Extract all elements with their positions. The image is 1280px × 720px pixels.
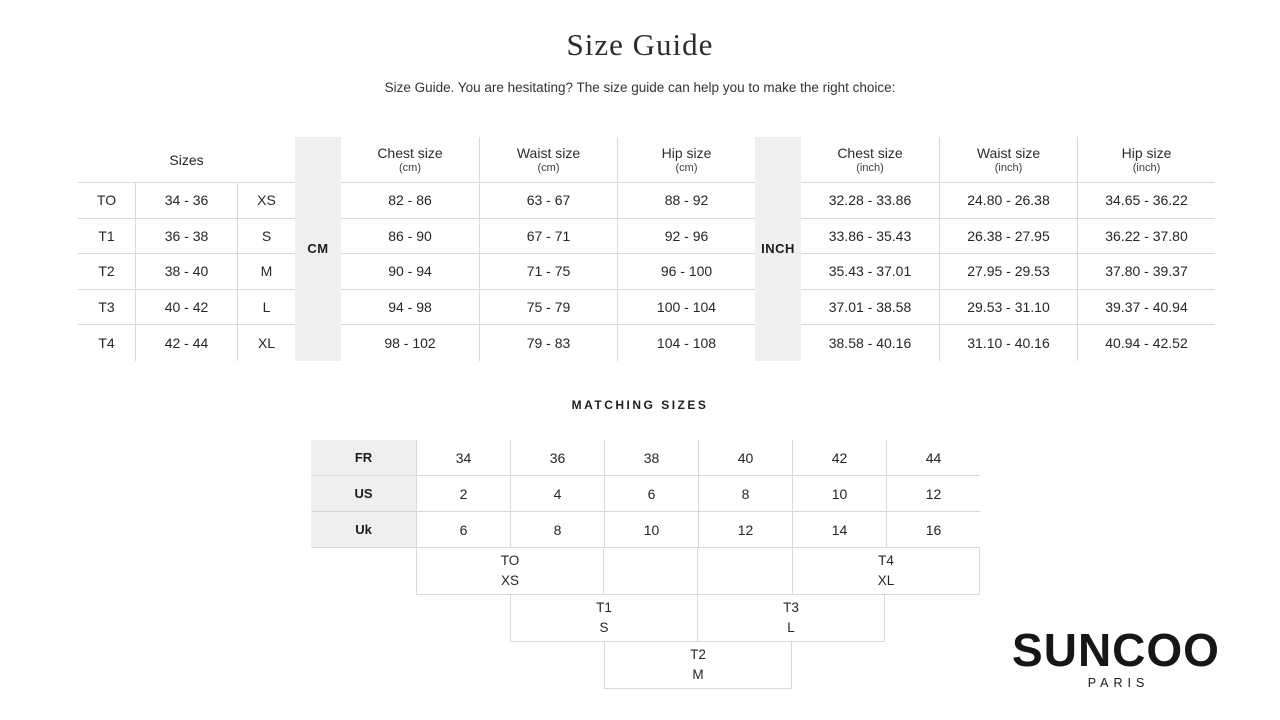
column-header-title: Hip size <box>1121 145 1172 161</box>
size-table-cell: 31.10 - 40.16 <box>939 325 1077 361</box>
brand-logo-city: PARIS <box>1087 676 1150 690</box>
column-header <box>341 137 479 183</box>
size-table-cell: 75 - 79 <box>479 290 617 326</box>
size-table-cell: L <box>237 290 295 326</box>
match-size-cell: 16 <box>886 512 980 548</box>
match-size-cell: 36 <box>510 440 604 476</box>
match-size-cell: 8 <box>510 512 604 548</box>
size-table-cell: T2 <box>78 254 135 290</box>
size-table-cell: 26.38 - 27.95 <box>939 219 1077 255</box>
column-header-unit: (inch) <box>994 162 1023 174</box>
match-size-cell: 44 <box>886 440 980 476</box>
size-table-cell: 94 - 98 <box>341 290 479 326</box>
inch-unit-strip: INCH <box>755 137 801 361</box>
sizes-group-header: Sizes <box>78 137 295 183</box>
size-table-cell: 32.28 - 33.86 <box>801 183 939 219</box>
match-size-cell: 10 <box>604 512 698 548</box>
size-table-cell: 40 - 42 <box>135 290 237 326</box>
size-table-cell: 35.43 - 37.01 <box>801 254 939 290</box>
match-size-cell: 14 <box>792 512 886 548</box>
match-size-cell: 8 <box>698 476 792 512</box>
size-table-cell: S <box>237 219 295 255</box>
size-table-cell: 36.22 - 37.80 <box>1077 219 1215 255</box>
size-table-cell: 90 - 94 <box>341 254 479 290</box>
match-size-cell: 12 <box>886 476 980 512</box>
column-header-unit: (cm) <box>675 162 698 174</box>
brand-logo-text: SUNCOO <box>1012 624 1220 676</box>
column-header-title: Hip size <box>661 145 712 161</box>
matching-sizes-heading: MATCHING SIZES <box>571 398 709 412</box>
size-table-cell: 86 - 90 <box>341 219 479 255</box>
matching-sizes-table <box>311 440 980 548</box>
match-size-cell: 6 <box>604 476 698 512</box>
size-box-letter: XS <box>500 573 519 588</box>
cm-unit-strip: CM <box>295 137 341 361</box>
size-table-cell: 39.37 - 40.94 <box>1077 290 1215 326</box>
divider-line <box>697 547 698 595</box>
size-table-cell: 42 - 44 <box>135 325 237 361</box>
size-box-letter: M <box>692 667 704 682</box>
column-header <box>1077 137 1215 183</box>
size-box-to-xs <box>416 547 604 595</box>
size-box-code: T4 <box>878 553 894 569</box>
size-table-cell: 100 - 104 <box>617 290 755 326</box>
size-table-cell: 63 - 67 <box>479 183 617 219</box>
match-size-cell: 34 <box>416 440 510 476</box>
size-box-code: T2 <box>690 647 706 663</box>
size-table-cell: 67 - 71 <box>479 219 617 255</box>
column-header-unit: (cm) <box>537 162 560 174</box>
column-header-unit: (inch) <box>856 162 884 174</box>
brand-logo <box>998 624 1234 690</box>
column-header <box>617 137 755 183</box>
size-box-t1-s <box>510 594 698 642</box>
size-table-cell: 37.80 - 39.37 <box>1077 254 1215 290</box>
column-header <box>939 137 1077 183</box>
size-table-cell: 34.65 - 36.22 <box>1077 183 1215 219</box>
size-table-cell: 38 - 40 <box>135 254 237 290</box>
match-size-cell: 4 <box>510 476 604 512</box>
size-table-cell: 92 - 96 <box>617 219 755 255</box>
size-table-cell: 98 - 102 <box>384 335 436 352</box>
size-box-t2-m <box>604 641 792 689</box>
column-header-unit: (inch) <box>1132 162 1161 174</box>
match-row-label: US <box>311 476 416 512</box>
column-header <box>479 137 617 183</box>
size-table-cell: T3 <box>78 290 135 326</box>
size-table-cell: 33.86 - 35.43 <box>801 219 939 255</box>
size-table-cell: 82 - 86 <box>341 183 479 219</box>
size-table-cell: 96 - 100 <box>617 254 755 290</box>
match-size-cell: 10 <box>792 476 886 512</box>
size-table-cell: 29.53 - 31.10 <box>939 290 1077 326</box>
size-table-cell: 40.94 - 42.52 <box>1077 325 1215 361</box>
size-table-cell: 24.80 - 26.38 <box>939 183 1077 219</box>
size-box-code: TO <box>500 553 520 569</box>
size-table-cell: T1 <box>78 219 135 255</box>
size-box-letter: L <box>787 620 795 635</box>
column-header <box>801 137 939 183</box>
match-size-cell: 6 <box>416 512 510 548</box>
size-mapping-boxes <box>311 547 981 693</box>
match-size-cell: 38 <box>604 440 698 476</box>
size-box-code: T3 <box>783 600 799 616</box>
match-size-cell: 42 <box>792 440 886 476</box>
size-table-cell: 71 - 75 <box>479 254 617 290</box>
column-header-title: Chest size <box>837 145 903 161</box>
size-box-letter: S <box>599 620 609 635</box>
size-table-cell: 79 - 83 <box>479 325 617 361</box>
size-table-cell: XL <box>237 325 295 361</box>
page-subtitle: Size Guide. You are hesitating? The size guide can help you to make the right choice: <box>384 80 896 95</box>
column-header-title: Waist size <box>976 145 1041 161</box>
size-box-letter: XL <box>877 573 895 588</box>
match-row-label: Uk <box>311 512 416 548</box>
size-table-cell: TO <box>78 183 135 219</box>
size-table <box>78 137 1215 361</box>
size-box-code: T1 <box>596 600 612 616</box>
size-table-cell: 27.95 - 29.53 <box>939 254 1077 290</box>
size-table-cell: 36 - 38 <box>135 219 237 255</box>
size-box-t3-l <box>697 594 885 642</box>
size-table-cell: 38.58 - 40.16 <box>828 335 912 352</box>
size-table-cell: 104 - 108 <box>617 325 755 361</box>
size-table-cell: 34 - 36 <box>135 183 237 219</box>
match-size-cell: 2 <box>416 476 510 512</box>
column-header-title: Waist size <box>516 145 581 161</box>
size-table-cell: M <box>237 254 295 290</box>
match-size-cell: 40 <box>698 440 792 476</box>
match-row-label: FR <box>311 440 416 476</box>
column-header-title: Chest size <box>377 145 443 161</box>
size-table-cell: 88 - 92 <box>617 183 755 219</box>
size-box-t4-xl <box>792 547 980 595</box>
column-header-unit: (cm) <box>399 162 421 174</box>
size-table-cell: XS <box>237 183 295 219</box>
match-size-cell: 12 <box>698 512 792 548</box>
page-title: Size Guide <box>566 27 714 62</box>
size-table-cell: T4 <box>98 335 115 352</box>
size-table-cell: 37.01 - 38.58 <box>801 290 939 326</box>
